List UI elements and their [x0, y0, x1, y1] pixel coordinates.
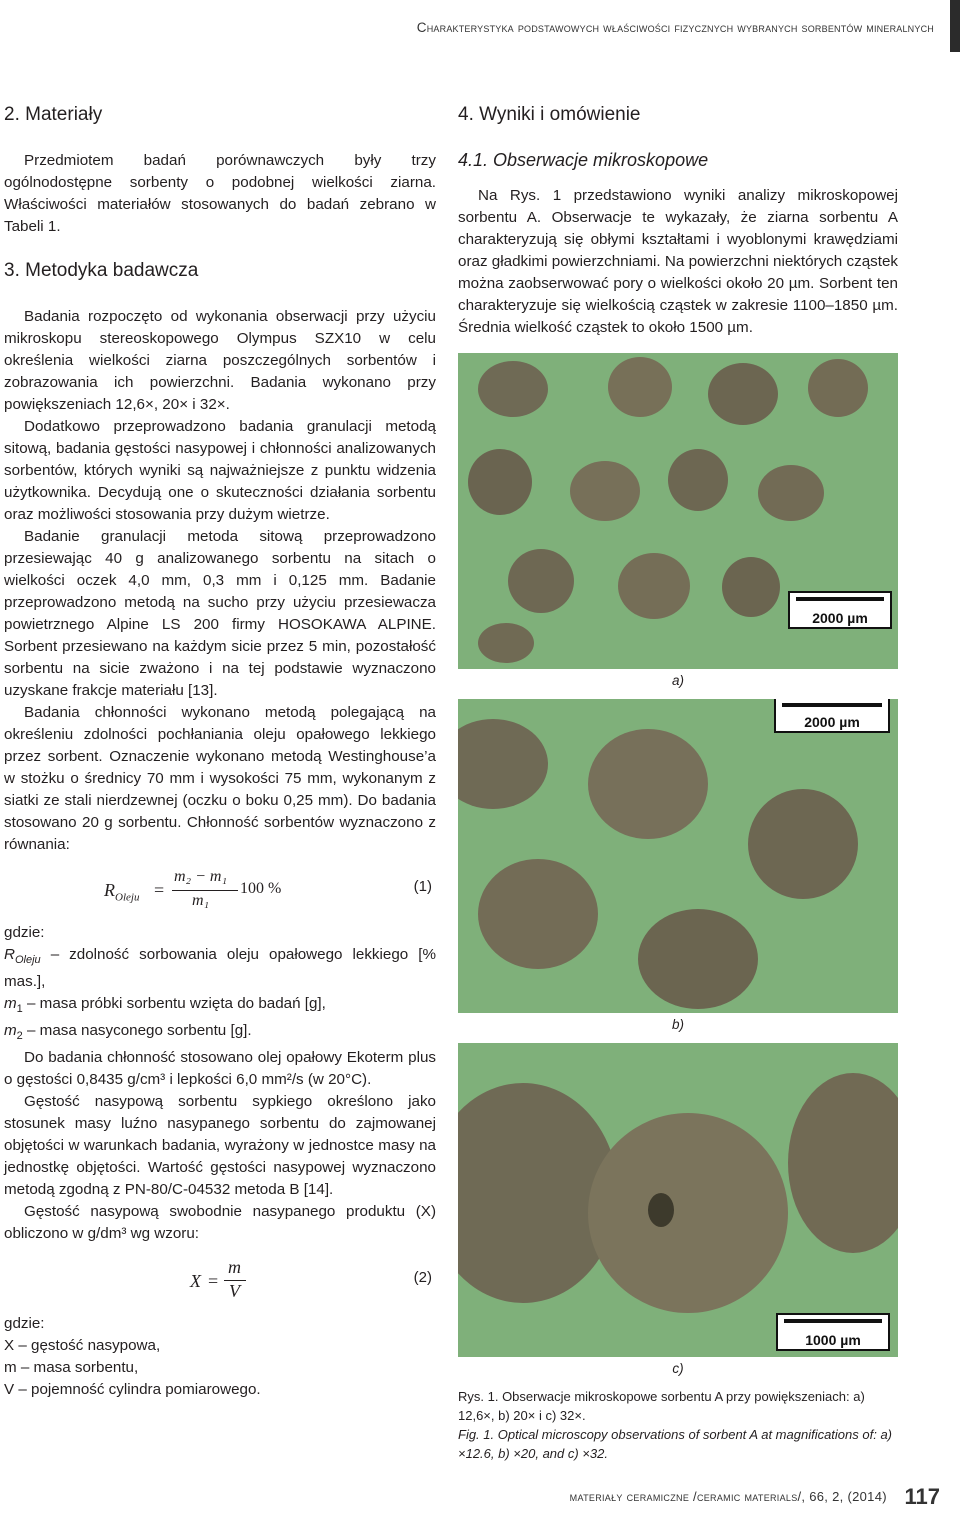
equation-1 [4, 868, 436, 912]
eq2-number: (2) [413, 1269, 432, 1287]
eq1-numerator: m₂ − m₁ [174, 868, 228, 885]
page-number: 117 [904, 1484, 940, 1509]
journal-citation: materiały ceramiczne /ceramic materials/, 66, 2, (2014) [569, 1489, 887, 1504]
definition-v: V – pojemność cylindra pomiarowego. [4, 1381, 261, 1399]
gdzie-label-2: gdzie: [4, 1315, 45, 1333]
equation-2 [4, 1259, 436, 1303]
grain [508, 549, 574, 613]
grain [788, 1073, 898, 1253]
section-4-1-title: 4.1. Obserwacje mikroskopowe [458, 150, 709, 170]
micrograph-c [458, 1043, 898, 1357]
section-2-paragraph: Przedmiotem badań porównawczych były trzy ogólnodostępne sorbenty o podobnej wielkości ziarna. Właściwości materiałów stosowanych do badań zebrano w Tabeli 1. [4, 152, 436, 235]
section-3-title: 3. Metodyka badawcza [4, 260, 199, 281]
scale-bar-a-label: 2000 µm [812, 610, 868, 626]
grain [618, 553, 690, 619]
page-footer [570, 1484, 940, 1510]
eq2-numerator: m [228, 1257, 241, 1278]
methods-paragraph-4: Badania chłonności wykonano metodą polegającą na określeniu zdolności pochłaniania oleju opałowego lekkiego przez sorbent. Oznaczenie wykonano metodą Westinghouse’a w stożku o średnicy 70 mm i wysokości 75 mm, wykonanym z siatki ze stali nierdzewnej (oczku o boku 0,25 mm). Do badania stosowano 20 g sorbentu. Chłonność sorbentów wyznaczono z równania: [4, 704, 436, 853]
figure-caption [458, 1387, 898, 1463]
grain [468, 449, 532, 515]
left-column [4, 104, 436, 1401]
eq1-denominator: m₁ [192, 892, 210, 909]
grain [758, 465, 824, 521]
eq1-equals: = [154, 880, 165, 900]
definition-x: X – gęstość nasypowa, [4, 1337, 161, 1355]
grain [478, 623, 534, 663]
grain [478, 859, 598, 969]
scale-bar-line [796, 597, 884, 601]
grain [588, 729, 708, 839]
grain [708, 363, 778, 425]
gdzie-label-1: gdzie: [4, 924, 45, 941]
grain [748, 789, 858, 899]
eq2-denominator: V [229, 1281, 240, 1302]
grain [588, 1113, 788, 1313]
caption-polish: Rys. 1. Obserwacje mikroskopowe sorbentu A przy powiększeniach: a) 12,6×, b) 20× i c) 32×. [458, 1389, 865, 1423]
methods-paragraph-3: Badanie granulacji metoda sitową przeprowadzono przesiewając 40 g analizowanego sorbentu na sitach o wielkości oczek 4,0 mm, 0,3 mm i 0,125 mm. Badanie przeprowadzono metodą na sucho przy użyciu przesiewacza powietrznego Alpine LS 200 firmy HOSOKAWA ALPINE. Sorbent przesiewano na każdym sicie przez 5 min, pozostałość sorbentu na sicie zważono i na tej podstawie wyznaczono uzyskane frakcje materiału [13]. [4, 528, 436, 699]
page-header [0, 0, 960, 70]
scale-bar-a [788, 591, 892, 629]
grain [570, 461, 640, 521]
methods-paragraph-5: Do badania chłonność stosowano olej opałowy Ekoterm plus o gęstości 0,8435 g/cm³ i lepkości 6,0 mm²/s (w 20°C). [4, 1049, 436, 1089]
definition-m2: $m_2$ – masa nasyconego sorbentu [g]. [4, 1022, 252, 1043]
micrograph-a [458, 353, 898, 669]
eq1-number: (1) [413, 878, 432, 895]
right-column [458, 104, 898, 1463]
grain [458, 719, 548, 809]
definition-r-oleju: $R_{Oleju}$ – zdolność sorbowania oleju opałowego lekkiego [% mas.], [4, 946, 436, 991]
scale-bar-b-label: 2000 µm [804, 714, 860, 730]
grain [478, 361, 548, 417]
methods-paragraph-2: Dodatkowo przeprowadzono badania granulacji metodą sitową, badania gęstości nasypowej i chłonności analizowanych sorbentów, których wyniki są najważniejsze z punktu widzenia użytkownika. Decydują one o skuteczności działania sorbentu oraz możliwości stosowania przy dużym wietrze. [4, 418, 436, 523]
methods-paragraph-6: Gęstość nasypową sorbentu sypkiego określono jako stosunek masy luźno nasypanego sorbentu do zajmowanej objętości w warunkach badania, wyrażony w jednostce masy na jednostkę objętości. Wartość gęstości nasypowej wyznaczono metodą zgodną z PN-80/C-04532 metoda B [14]. [4, 1093, 436, 1199]
pore [648, 1193, 674, 1227]
running-title: Charakterystyka podstawowych właściwości fizycznych wybranych sorbentów mineralnych [416, 20, 934, 35]
photo-b-label: b) [671, 1017, 684, 1032]
eq1-fraction-line [172, 890, 238, 891]
eq2-lhs: X [190, 1271, 201, 1292]
eq1-lhs: $R_{Oleju}$ [104, 880, 140, 904]
scale-bar-c-label: 1000 µm [805, 1332, 861, 1348]
definition-m: m – masa sorbentu, [4, 1359, 139, 1377]
caption-english: Fig. 1. Optical microscopy observations of sorbent A at magnifications of: a) ×12.6, b) ×20, and c) ×32. [458, 1427, 893, 1461]
definition-m1: $m_1$ – masa próbki sorbentu wzięta do badań [g], [4, 995, 326, 1016]
grain [808, 359, 868, 417]
results-paragraph: Na Rys. 1 przedstawiono wyniki analizy mikroskopowej sorbentu A. Obserwacje te wykazały, że ziarna sorbentu A charakteryzują się obłymi kształtami i wyoblonymi krawędziami oraz gładkimi powierzchniami. Na powierzchni niektórych cząstek można zaobserwować pory o wielkości około 20 µm. Sorbent ten charakteryzuje się wielkością cząstek w zakresie 1100–1850 µm. Średnia wielkość cząstek to około 1500 µm. [458, 187, 898, 336]
scale-bar-c [776, 1313, 890, 1351]
eq1-percent: 100 % [240, 880, 282, 897]
section-2-title: 2. Materiały [4, 104, 103, 125]
photo-c-label: c) [672, 1361, 684, 1376]
section-4-title: 4. Wyniki i omówienie [458, 104, 641, 125]
grain [722, 557, 780, 617]
methods-paragraph-7: Gęstość nasypową swobodnie nasypanego produktu (X) obliczono w g/dm³ wg wzoru: [4, 1203, 436, 1243]
eq2-equals: = [208, 1271, 219, 1292]
grain [608, 357, 672, 417]
micrograph-b [458, 699, 898, 1013]
grain [638, 909, 758, 1009]
scale-bar-line [782, 703, 882, 707]
eq1-lhs-subscript: Oleju [115, 891, 140, 904]
header-edge-bar [950, 0, 960, 52]
scale-bar-line [784, 1319, 882, 1323]
scale-bar-b [774, 699, 890, 733]
methods-paragraph-1: Badania rozpoczęto od wykonania obserwacji przy użyciu mikroskopu stereoskopowego Olympus SZX10 w celu określenia wielkości ziarna poszczególnych sorbentów i zobrazowania ich powierzchni. Badania wykonano przy powiększeniach 12,6×, 20× i 32×. [4, 308, 436, 413]
grain [668, 449, 728, 511]
photo-a-label: a) [671, 673, 684, 688]
